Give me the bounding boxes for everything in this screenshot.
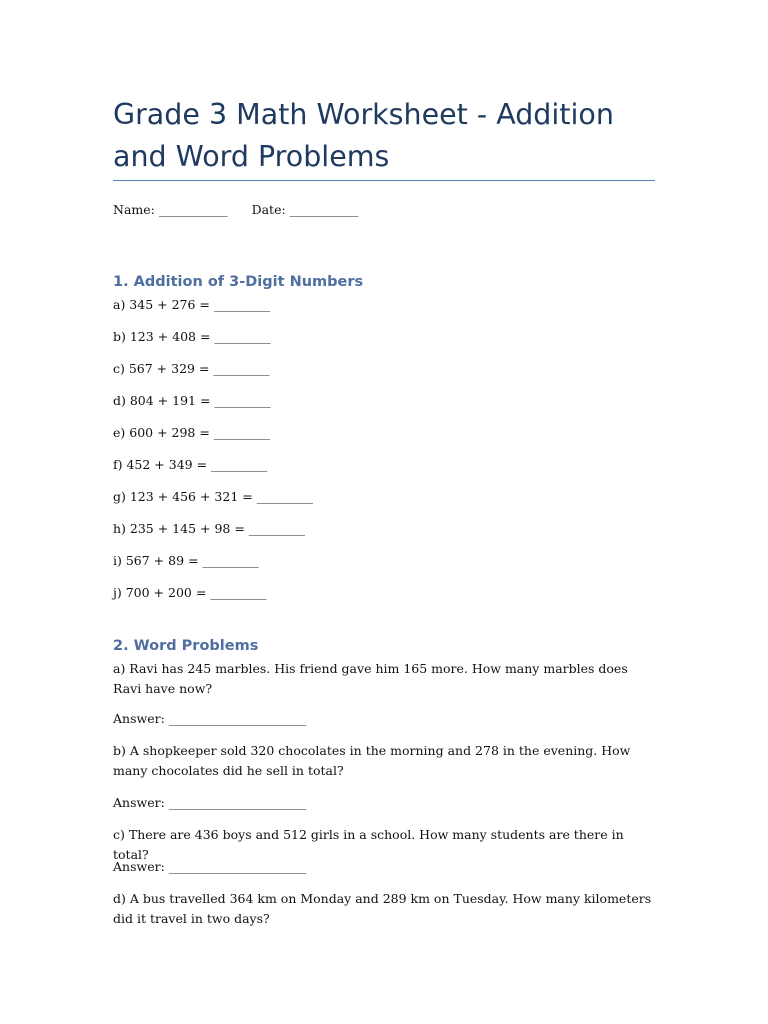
title-divider xyxy=(113,180,655,181)
word-problem-question: a) Ravi has 245 marbles. His friend gave him 165 more. How many marbles does Ravi have now? xyxy=(113,661,628,696)
answer-line: Answer: ______________________ xyxy=(113,859,307,874)
addition-problem: d) 804 + 191 = _________ xyxy=(113,393,271,408)
page-title: Grade 3 Math Worksheet - Addition and Word Problems xyxy=(113,98,614,173)
name-field: Name: ___________ xyxy=(113,202,228,217)
section-heading-addition: 1. Addition of 3-Digit Numbers xyxy=(113,274,364,290)
addition-problem: b) 123 + 408 = _________ xyxy=(113,329,271,344)
name-date-row xyxy=(113,202,358,218)
word-problem-question: c) There are 436 boys and 512 girls in a school. How many students are there in total? xyxy=(113,827,624,862)
addition-problem: c) 567 + 329 = _________ xyxy=(113,361,270,376)
answer-line: Answer: ______________________ xyxy=(113,795,307,810)
word-problem-question: b) A shopkeeper sold 320 chocolates in the morning and 278 in the evening. How many chocolates did he sell in total? xyxy=(113,743,631,778)
addition-problem: f) 452 + 349 = _________ xyxy=(113,457,268,472)
addition-problem: j) 700 + 200 = _________ xyxy=(113,585,267,600)
word-problem-question: d) A bus travelled 364 km on Monday and 289 km on Tuesday. How many kilometers did it travel in two days? xyxy=(113,891,652,926)
addition-problem: a) 345 + 276 = _________ xyxy=(113,297,271,312)
date-field: Date: ___________ xyxy=(251,202,359,217)
addition-problem: h) 235 + 145 + 98 = _________ xyxy=(113,521,306,536)
answer-line: Answer: ______________________ xyxy=(113,711,307,726)
addition-problem: e) 600 + 298 = _________ xyxy=(113,425,271,440)
section-heading-word-problems: 2. Word Problems xyxy=(113,638,259,654)
addition-problem: i) 567 + 89 = _________ xyxy=(113,553,259,568)
addition-problem: g) 123 + 456 + 321 = _________ xyxy=(113,489,313,504)
